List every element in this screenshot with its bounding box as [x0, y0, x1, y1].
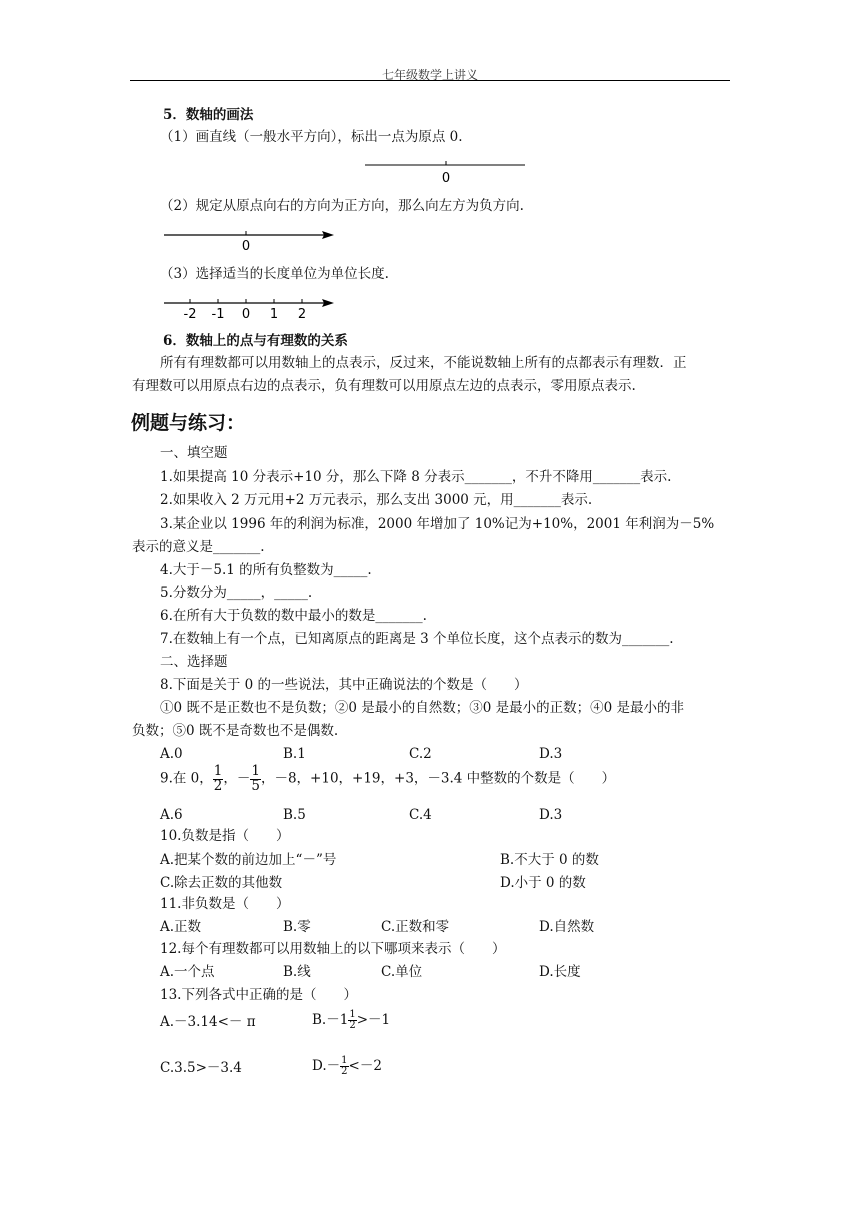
question-7: 7.在数轴上有一个点，已知离原点的距离是 3 个单位长度，这个点表示的数为_______. [160, 631, 674, 647]
question-1: 1.如果提高 10 分表示+10 分，那么下降 8 分表示_______，不升不降用_______表示. [160, 469, 672, 485]
tick-label: 1 [269, 307, 279, 322]
q8-option-a: A.0 [160, 746, 183, 762]
q13-option-a: A.－3.14<－ π [160, 1014, 256, 1030]
question-8: 8.下面是关于 0 的一些说法，其中正确说法的个数是（ ） [160, 677, 528, 693]
q11-option-a: A.正数 [160, 919, 202, 935]
tick-label: 2 [297, 307, 307, 322]
question-9 [160, 765, 615, 793]
question-4: 4.大于－5.1 的所有负整数为_____. [160, 562, 372, 578]
q10-option-a: A.把某个数的前边加上“－”号 [160, 852, 337, 868]
question-3-line1: 3.某企业以 1996 年的利润为标准，2000 年增加了 10%记为+10%，2001 年利润为－5% [160, 516, 715, 532]
number-line-step3 [160, 294, 340, 322]
page-header: 七年级数学上讲义 [381, 68, 478, 82]
section-6-line2: 有理数可以用原点右边的点表示，负有理数可以用原点左边的点表示，零用原点表示. [132, 378, 636, 394]
tick-label: -2 [183, 307, 197, 322]
q10-option-c: C.除去正数的其他数 [160, 875, 283, 891]
origin-label: 0 [241, 239, 251, 254]
q13-option-b: B.－1 $\frac{1}{2}$ >－1 [312, 1009, 391, 1031]
q10-option-d: D.小于 0 的数 [500, 875, 586, 891]
header-rule [130, 80, 730, 81]
question-3-line2: 表示的意义是_______. [132, 539, 265, 555]
q9-option-d: D.3 [539, 807, 563, 823]
question-5: 5.分数分为_____，_____. [160, 585, 313, 601]
question-13: 13.下列各式中正确的是（ ） [160, 987, 357, 1003]
q10-option-b: B.不大于 0 的数 [500, 852, 599, 868]
q13-option-c: C.3.5>－3.4 [160, 1060, 242, 1076]
tick-label: 0 [241, 307, 251, 322]
q8-option-c: C.2 [409, 746, 432, 762]
question-8-statements-1: ①0 既不是正数也不是负数；②0 是最小的自然数；③0 是最小的正数；④0 是最小的非 [160, 700, 685, 716]
q9-suffix: ，－8，+10，+19，+3，－3.4 中整数的个数是（ ） [260, 770, 616, 787]
origin-label: 0 [441, 171, 451, 184]
section-6-title: 6．数轴上的点与有理数的关系 [163, 333, 348, 349]
question-12: 12.每个有理数都可以用数轴上的以下哪项来表示（ ） [160, 941, 506, 957]
question-11: 11.非负数是（ ） [160, 896, 290, 912]
question-8-statements-2: 负数；⑤0 既不是奇数也不是偶数. [132, 723, 339, 739]
q9-option-c: C.4 [409, 807, 432, 823]
q11-option-c: C.正数和零 [381, 919, 450, 935]
q9-option-b: B.5 [283, 807, 306, 823]
q13-option-d: D.－ $\frac{1}{2}$ <－2 [312, 1055, 382, 1077]
q8-option-d: D.3 [539, 746, 563, 762]
question-6: 6.在所有大于负数的数中最小的数是_______. [160, 608, 427, 624]
number-line-step2 [160, 226, 340, 254]
step-2-text: （2）规定从原点向右的方向为正方向，那么向左方为负方向. [160, 198, 524, 214]
number-line-step1 [360, 156, 530, 184]
question-2: 2.如果收入 2 万元用+2 万元表示，那么支出 3000 元，用_______表示. [160, 492, 593, 508]
q12-option-d: D.长度 [539, 964, 581, 980]
q9-option-a: A.6 [160, 807, 183, 823]
fraction-one-half: $\frac{1}{2}$ [341, 1055, 348, 1077]
step-1-text: （1）画直线（一般水平方向），标出一点为原点 0. [160, 129, 463, 145]
section-6-line1: 所有有理数都可以用数轴上的点表示，反过来，不能说数轴上所有的点都表示有理数．正 [160, 355, 687, 371]
q11-option-b: B.零 [283, 919, 311, 935]
step-3-text: （3）选择适当的长度单位为单位长度. [160, 266, 389, 282]
q9-mid: ，－ [223, 770, 251, 787]
tick-label: -1 [211, 307, 225, 322]
q12-option-c: C.单位 [381, 964, 423, 980]
q11-option-d: D.自然数 [539, 919, 595, 935]
part-2-heading: 二、选择题 [160, 654, 228, 670]
fraction-one-fifth: $\frac{1}{5}$ [251, 763, 260, 794]
q12-option-a: A.一个点 [160, 964, 215, 980]
section-5-title: 5．数轴的画法 [163, 107, 254, 123]
examples-heading: 例题与练习： [131, 412, 246, 434]
question-10: 10.负数是指（ ） [160, 828, 290, 844]
q8-option-b: B.1 [283, 746, 306, 762]
part-1-heading: 一、填空题 [160, 445, 228, 461]
fraction-one-half: $\frac{1}{2}$ [213, 763, 223, 794]
q12-option-b: B.线 [283, 964, 311, 980]
q9-prefix: 9.在 0， [160, 770, 213, 787]
fraction-one-half: $\frac{1}{2}$ [349, 1009, 356, 1031]
